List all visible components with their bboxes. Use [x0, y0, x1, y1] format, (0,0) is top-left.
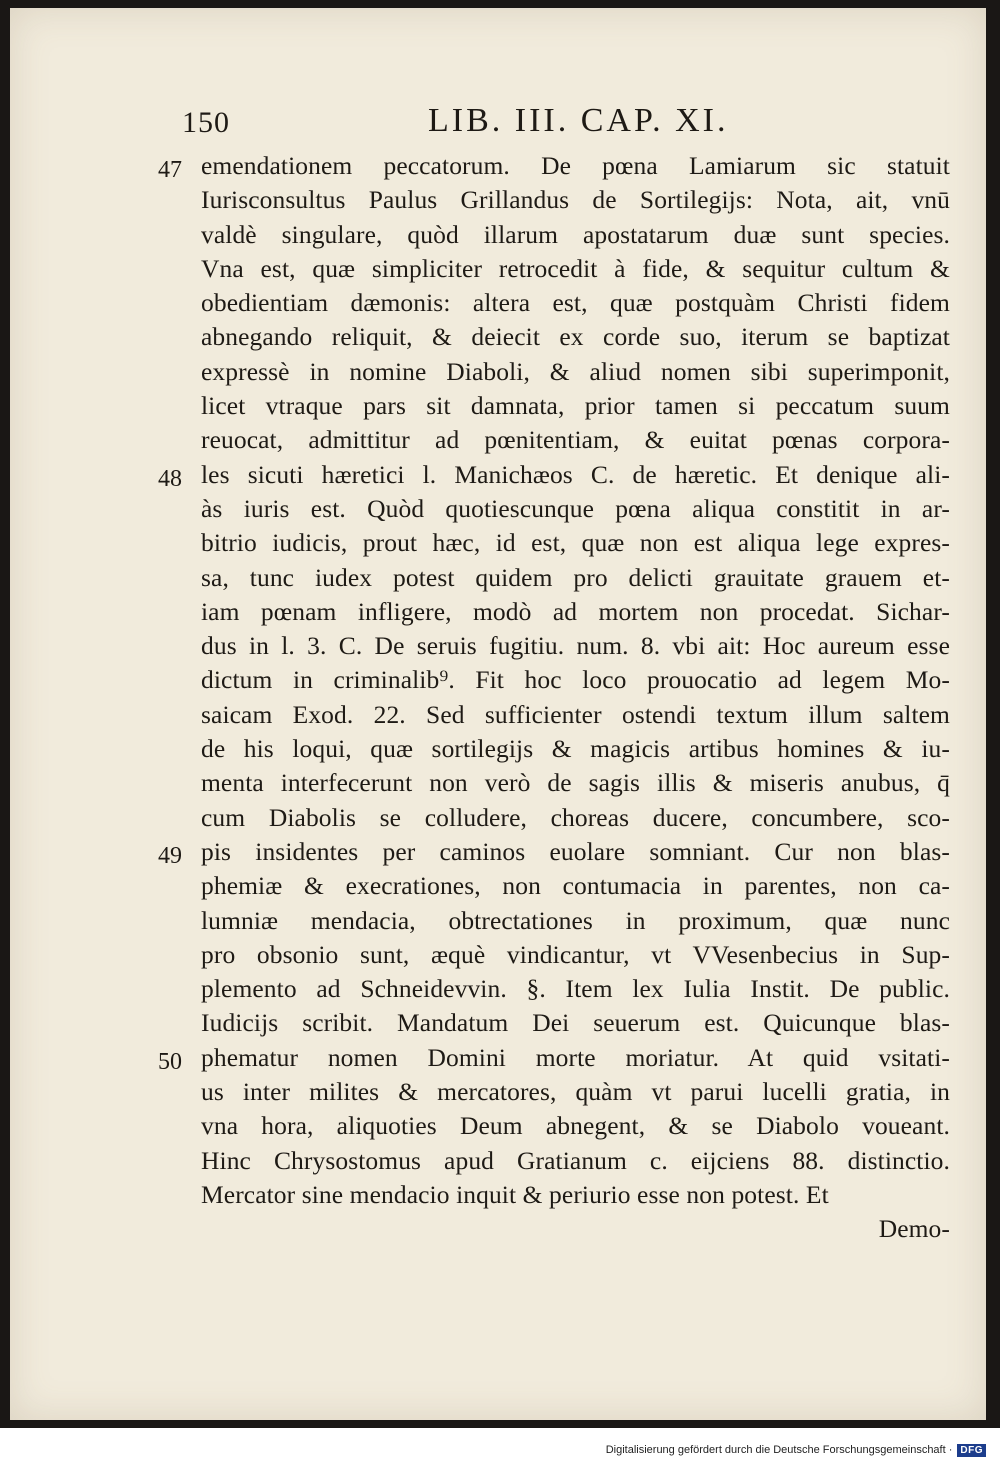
text-line: [150, 595, 950, 629]
text-line: [150, 629, 950, 663]
marginal-section-number: 50: [158, 1048, 182, 1075]
text-line: [150, 698, 950, 732]
text-line: [150, 1006, 950, 1040]
text-line: [150, 835, 950, 869]
text-line: [150, 1041, 950, 1075]
text-line: [150, 218, 950, 252]
line-text: Iurisconsultus Paulus Grillandus de Sortilegijs: Nota, ait, vnū: [201, 185, 950, 215]
line-text: bitrio iudicis, prout hæc, id est, quæ non est aliqua lege expres-: [201, 528, 950, 558]
text-line: [150, 1212, 950, 1246]
dfg-logo: DFG: [957, 1444, 986, 1457]
line-text: cum Diabolis se colludere, choreas ducere, concumbere, sco-: [201, 802, 950, 832]
text-line: [150, 869, 950, 903]
line-text: us inter milites & mercatores, quàm vt parui lucelli gratia, in: [201, 1077, 950, 1107]
line-text: expressè in nomine Diaboli, & aliud nomen sibi superimponit,: [201, 356, 950, 386]
line-text: pis insidentes per caminos euolare somniant. Cur non blas-: [201, 836, 950, 866]
text-line: [150, 766, 950, 800]
text-line: [150, 1109, 950, 1143]
chapter-title: LIB. III. CAP. XI.: [428, 102, 729, 139]
text-line: [150, 149, 950, 183]
text-line: [150, 1144, 950, 1178]
line-text: menta interfecerunt non verò de sagis illis & miseris anubus, q̄: [201, 768, 950, 798]
line-text: Mercator sine mendacio inquit & periurio esse non potest. Et: [201, 1179, 829, 1209]
text-line: [150, 355, 950, 389]
text-line: [150, 423, 950, 457]
line-text: Demo-: [878, 1214, 950, 1244]
text-line: [150, 389, 950, 423]
line-text: Iudicijs scribit. Mandatum Dei seuerum est. Quicunque blas-: [201, 1008, 950, 1038]
line-text: pro obsonio sunt, æquè vindicantur, vt VVesenbecius in Sup-: [201, 939, 950, 969]
text-line: [150, 938, 950, 972]
marginal-section-number: 47: [158, 157, 182, 183]
line-text: Hinc Chrysostomus apud Gratianum c. eijciens 88. distinctio.: [201, 1145, 950, 1175]
line-text: sa, tunc iudex potest quidem pro delicti grauitate grauem et-: [201, 562, 950, 592]
line-text: valdè singulare, quòd illarum apostatarum duæ sunt species.: [201, 219, 950, 249]
line-text: dictum in criminalib⁹. Fit hoc loco prouocatio ad legem Mo-: [201, 665, 950, 695]
text-line: [150, 663, 950, 697]
digitization-credit: [606, 1440, 986, 1460]
text-line: [150, 492, 950, 526]
text-line: [150, 183, 950, 217]
line-text: plemento ad Schneidevvin. §. Item lex Iulia Instit. De public.: [201, 974, 950, 1004]
line-text: às iuris est. Quòd quotiescunque pœna aliqua constitit in ar-: [201, 493, 950, 523]
line-text: phemiæ & execrationes, non contumacia in parentes, non ca-: [201, 871, 950, 901]
text-line: [150, 801, 950, 835]
line-text: les sicuti hæretici l. Manichæos C. de hæretic. Et denique ali-: [201, 459, 950, 489]
body-text: [150, 149, 950, 1247]
text-line: [150, 904, 950, 938]
line-text: Vna est, quæ simpliciter retrocedit à fide, & sequitur cultum &: [201, 253, 950, 283]
line-text: saicam Exod. 22. Sed sufficienter ostendi textum illum saltem: [201, 699, 950, 729]
line-text: lumniæ mendacia, obtrectationes in proximum, quæ nunc: [201, 905, 950, 935]
text-line: [150, 732, 950, 766]
line-text: obedientiam dæmonis: altera est, quæ postquàm Christi fidem: [201, 288, 950, 318]
line-text: reuocat, admittitur ad pœnitentiam, & euitat pœnas corpora-: [201, 425, 950, 455]
page-number: 150: [182, 106, 230, 139]
text-line: [150, 252, 950, 286]
marginal-section-number: 49: [158, 842, 182, 869]
line-text: licet vtraque pars sit damnata, prior tamen si peccatum suum: [201, 391, 950, 421]
line-text: phematur nomen Domini morte moriatur. At quid vsitati-: [201, 1042, 950, 1072]
running-head: [10, 96, 986, 146]
line-text: abnegando reliquit, & deiecit ex corde suo, iterum se baptizat: [201, 322, 950, 352]
line-text: de his loqui, quæ sortilegijs & magicis artibus homines & iu-: [201, 734, 950, 764]
text-line: [150, 1075, 950, 1109]
credit-text: Digitalisierung gefördert durch die Deutsche Forschungsgemeinschaft ·: [605, 1444, 953, 1456]
book-page: [10, 8, 986, 1420]
line-text: dus in l. 3. C. De seruis fugitiu. num. 8. vbi ait: Hoc aureum esse: [201, 631, 950, 661]
text-line: [150, 561, 950, 595]
line-text: vna hora, aliquoties Deum abnegent, & se Diabolo voueant.: [201, 1111, 950, 1141]
text-line: [150, 286, 950, 320]
text-line: [150, 526, 950, 560]
text-line: [150, 320, 950, 354]
text-line: [150, 1178, 950, 1212]
marginal-section-number: 48: [158, 465, 182, 492]
line-text: emendationem peccatorum. De pœna Lamiarum sic statuit: [201, 151, 950, 180]
line-text: iam pœnam infligere, modò ad mortem non procedat. Sichar-: [201, 596, 950, 626]
text-line: [150, 972, 950, 1006]
text-line: [150, 458, 950, 492]
